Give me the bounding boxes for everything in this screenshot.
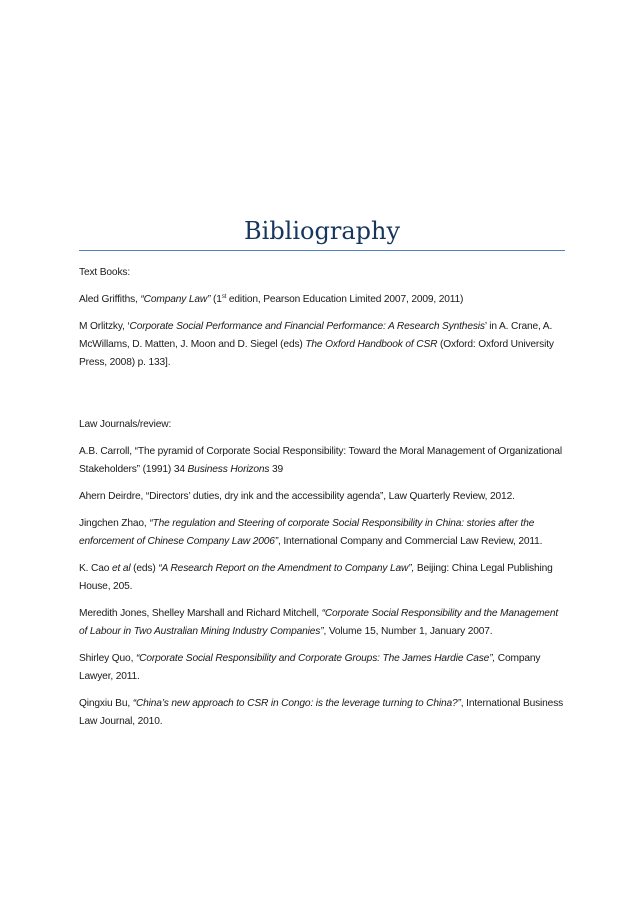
journal-entry-4: K. Cao et al (eds) “A Research Report on the Amendment to Company Law”, Beijing: China Legal Publishing House, 205.	[79, 563, 553, 592]
textbook-entry-2: M Orlitzky, ‘Corporate Social Performance and Financial Performance: A Research Synthesis’ in A. Crane, A. McWillams, D. Matten, J. Moon and D. Siegel (eds) The Oxford Handbook of CSR (Oxford: Oxford University Press, 2008) p. 133].	[79, 321, 554, 368]
page-title: Bibliography	[244, 217, 400, 245]
journal-entry-6: Shirley Quo, “Corporate Social Responsibility and Corporate Groups: The James Hardie Case”, Company Lawyer, 2011.	[79, 653, 541, 682]
textbook-entry-1: Aled Griffiths, “Company Law” (1st edition, Pearson Education Limited 2007, 2009, 2011)	[79, 294, 464, 305]
journal-entry-7: Qingxiu Bu, “China’s new approach to CSR in Congo: is the leverage turning to China?”, International Business Law Journal, 2010.	[79, 698, 564, 727]
journal-entry-3: Jingchen Zhao, “The regulation and Steering of corporate Social Responsibility in China: stories after the enforcement of Chinese Company Law 2006”, International Company and Commercial Law Review, 2011.	[79, 518, 543, 547]
journal-entry-1: A.B. Carroll, “The pyramid of Corporate Social Responsibility: Toward the Moral Management of Organizational Stakeholders” (1991) 34 Business Horizons 39	[79, 446, 563, 475]
bibliography-content	[79, 264, 565, 740]
document-page	[79, 0, 565, 903]
textbooks-heading: Text Books:	[79, 267, 131, 278]
journal-entry-2: Ahern Deirdre, “Directors’ duties, dry ink and the accessibility agenda”, Law Quarterly Review, 2012.	[79, 491, 515, 502]
title-underline	[79, 250, 565, 251]
journal-entry-5: Meredith Jones, Shelley Marshall and Richard Mitchell, “Corporate Social Responsibility and the Management of Labour in Two Australian Mining Industry Companies”, Volume 15, Number 1, January 2007.	[79, 608, 559, 637]
journals-heading: Law Journals/review:	[79, 419, 172, 430]
